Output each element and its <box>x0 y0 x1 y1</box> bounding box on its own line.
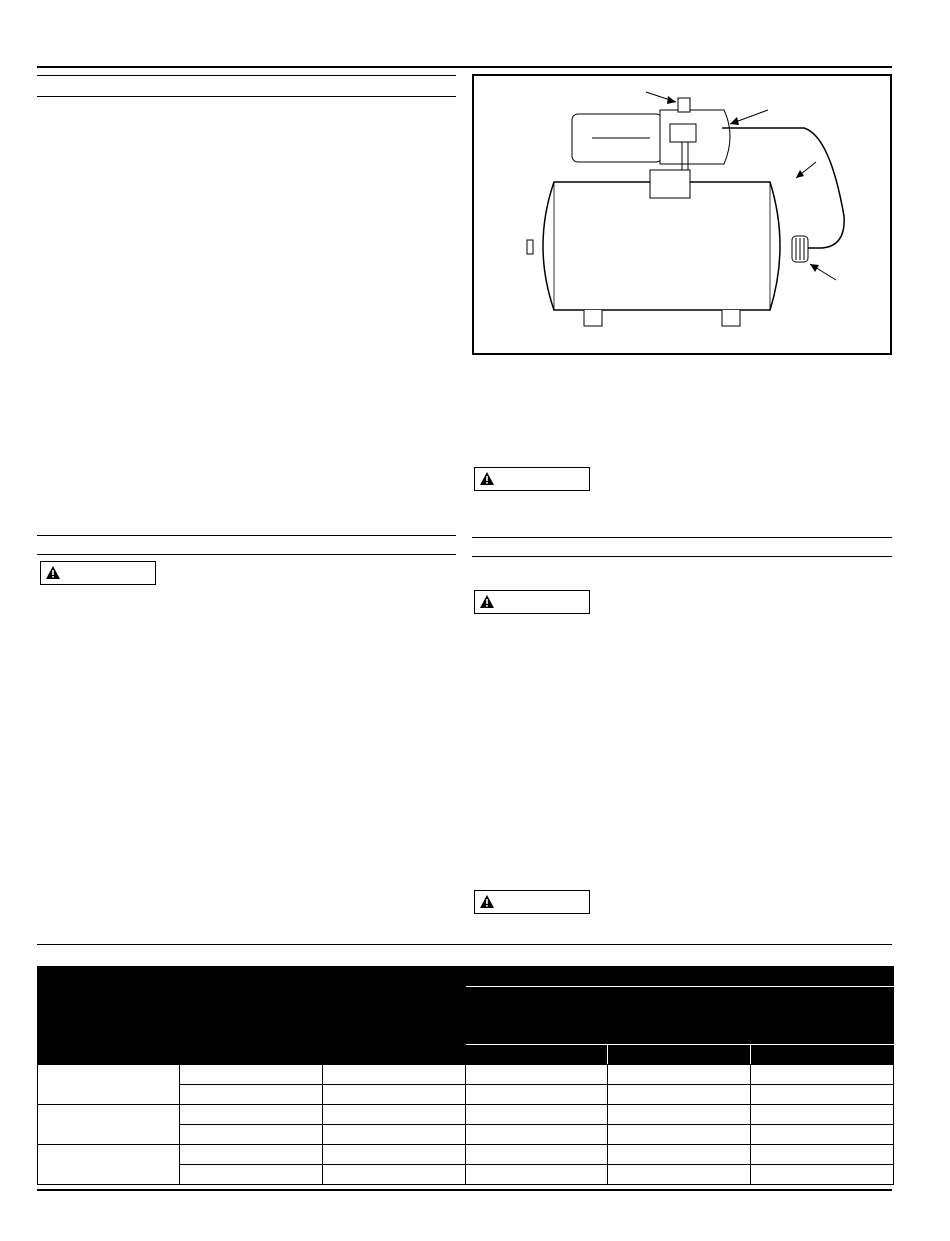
table-cell <box>180 1145 323 1165</box>
table-group-cell <box>38 1065 180 1105</box>
table-cell <box>323 1065 466 1085</box>
table-row <box>38 1145 894 1165</box>
left-section2-top-rule <box>37 535 456 536</box>
left-section2-bottom-rule <box>37 554 456 555</box>
spec-table-header <box>38 967 894 1065</box>
table-cell <box>466 1065 608 1085</box>
footer-rule <box>37 1189 892 1191</box>
warning-triangle-icon <box>46 566 60 579</box>
warning-label-right-2 <box>474 890 590 914</box>
warning-triangle-icon <box>480 895 494 908</box>
warning-triangle-icon <box>480 472 494 485</box>
table-cell <box>608 1125 751 1145</box>
table-cell <box>180 1105 323 1125</box>
table-cell <box>466 1105 608 1125</box>
table-cell <box>180 1165 323 1185</box>
table-cell <box>323 1085 466 1105</box>
table-cell <box>608 1085 751 1105</box>
table-cell <box>323 1105 466 1125</box>
table-cell <box>608 1145 751 1165</box>
header-cell <box>751 1045 894 1065</box>
table-group-cell <box>38 1145 180 1185</box>
table-cell <box>466 1085 608 1105</box>
table-cell <box>323 1145 466 1165</box>
table-cell <box>466 1145 608 1165</box>
table-cell <box>751 1105 894 1125</box>
table-cell <box>751 1065 894 1085</box>
table-group-cell <box>38 1105 180 1145</box>
table-cell <box>751 1125 894 1145</box>
table-row <box>38 1105 894 1125</box>
table-cell <box>323 1165 466 1185</box>
pump-tank-figure <box>472 74 892 355</box>
table-cell <box>180 1125 323 1145</box>
header-cell <box>323 967 466 1065</box>
warning-label-right-1 <box>474 590 590 614</box>
spec-table <box>37 966 894 1185</box>
header-cell <box>180 967 323 1065</box>
pump-tank-illustration <box>474 76 890 353</box>
header-cell <box>466 987 894 1045</box>
right-section2-top-rule <box>472 537 892 538</box>
header-cell <box>608 1045 751 1065</box>
table-cell <box>180 1065 323 1085</box>
warning-label-left <box>40 561 156 585</box>
table-row <box>38 1065 894 1085</box>
header-cell <box>466 1045 608 1065</box>
table-cell <box>323 1125 466 1145</box>
table-cell <box>180 1085 323 1105</box>
left-section-top-rule <box>37 75 456 76</box>
table-cell <box>608 1065 751 1085</box>
table-cell <box>466 1125 608 1145</box>
left-section-bottom-rule <box>37 96 456 97</box>
table-cell <box>751 1145 894 1165</box>
table-cell <box>608 1105 751 1125</box>
right-section2-bottom-rule <box>472 556 892 557</box>
table-cell <box>751 1165 894 1185</box>
table-cell <box>751 1085 894 1105</box>
spec-table-body <box>38 1065 894 1185</box>
table-cell <box>466 1165 608 1185</box>
header-rule <box>37 66 892 68</box>
warning-label-right-top <box>474 467 590 491</box>
header-cell <box>466 967 894 987</box>
warning-triangle-icon <box>480 595 494 608</box>
table-cell <box>608 1165 751 1185</box>
header-cell <box>38 967 180 1065</box>
table-top-rule <box>37 944 892 945</box>
